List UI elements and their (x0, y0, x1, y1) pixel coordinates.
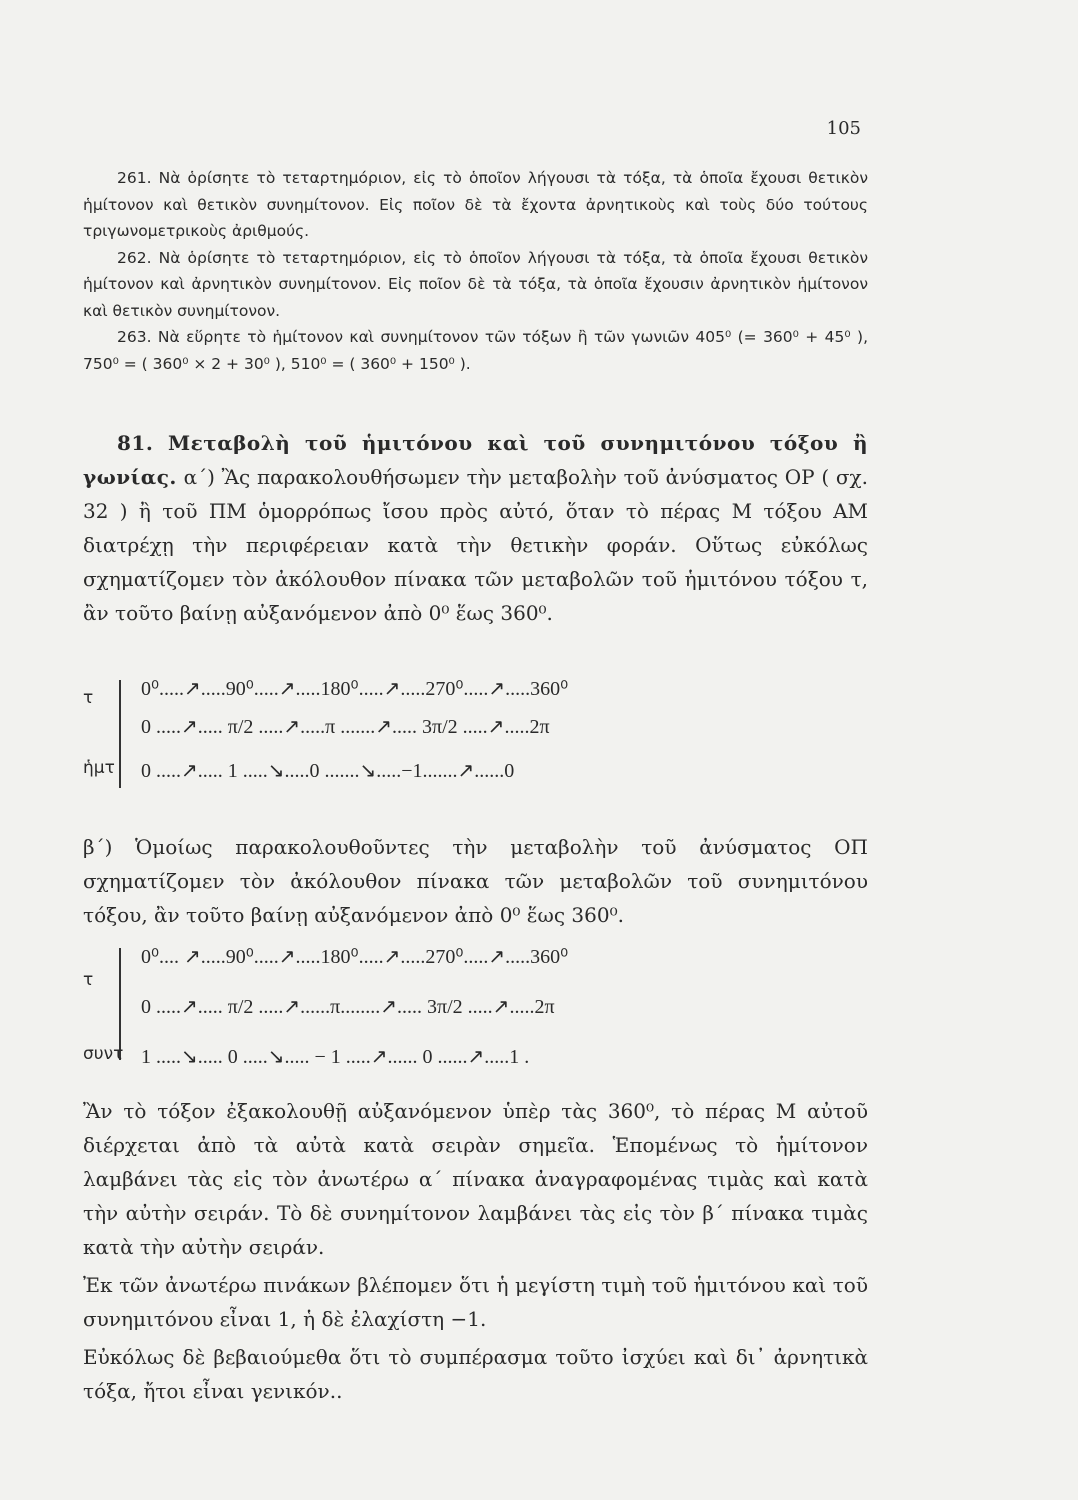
row-label: συντ (83, 1044, 124, 1064)
row-values: 0 .....↗..... 1 .....↘.....0 .......↘.....−1.......↗......0 (141, 760, 515, 782)
row-values: 0 .....↗..... π/2 .....↗.....π .......↗..... 3π/2 .....↗.....2π (141, 716, 550, 738)
table-row (83, 1044, 868, 1074)
table-row (83, 994, 868, 1024)
paragraph-b-block (83, 830, 868, 932)
row-values: 0⁰.... ↗.....90⁰.....↗.....180⁰.....↗.....270⁰.....↗.....360⁰ (141, 946, 569, 968)
closing-block (83, 1094, 868, 1412)
exercise-262: 262. Νὰ ὁρίσητε τὸ τεταρτημόριον, εἰς τὸ ὁποῖον λήγουσι τὰ τόξα, τὰ ὁποῖα ἔχουσι θετικὸν ἡμίτονον καὶ ἀρνητικὸν συνημίτονον. Εἰς ποῖον δὲ τὰ τόξα, τὰ ὁποῖα ἔχουσιν ἀρνητικὸν ἡμίτονον καὶ θετικὸν συνημίτονον. (83, 248, 868, 320)
row-label: τ (83, 970, 94, 990)
exercise-263: 263. Νὰ εὕρητε τὸ ἡμίτονον καὶ συνημίτονον τῶν τόξων ἢ τῶν γωνιῶν 405⁰ (= 360⁰ + 45⁰ ), 750⁰ = ( 360⁰ × 2 + 30⁰ ), 510⁰ = ( 360⁰ + 150⁰ ). (83, 328, 868, 373)
page-number: 105 (826, 118, 861, 139)
row-label: ἡμτ (83, 758, 115, 778)
closing-paragraph-2: Ἐκ τῶν ἀνωτέρω πινάκων βλέπομεν ὅτι ἡ μεγίστη τιμὴ τοῦ ἡμιτόνου καὶ τοῦ συνημιτόνου εἶναι 1, ἡ δὲ ἐλαχίστη −1. (83, 1273, 868, 1331)
row-values: 0 .....↗..... π/2 .....↗......π........↗..... 3π/2 .....↗.....2π (141, 996, 555, 1018)
row-values: 0⁰.....↗.....90⁰.....↗.....180⁰.....↗.....270⁰.....↗.....360⁰ (141, 678, 569, 700)
section-81 (83, 426, 868, 630)
paragraph-a: α΄) Ἂς παρακολουθήσωμεν τὴν μεταβολὴν τοῦ ἀνύσματος ΟΡ ( σχ. 32 ) ἢ τοῦ ΠΜ ὁμορρόπως ἴσου πρὸς αὐτό, ὅταν τὸ πέρας Μ τόξου ΑΜ διατρέχῃ τὴν περιφέρειαν κατὰ τὴν θετικὴν φοράν. Οὕτως εὐκόλως σχηματίζομεν τὸν ἀκόλουθον πίνακα τῶν μεταβολῶν τοῦ ἡμιτόνου τόξου τ, ἂν τοῦτο βαίνῃ αὐξανόμενον ἀπὸ 0⁰ ἕως 360⁰. (83, 465, 869, 625)
table-row (83, 676, 868, 706)
exercises-block (83, 165, 868, 377)
closing-paragraph-3: Εὐκόλως δὲ βεβαιούμεθα ὅτι τὸ συμπέρασμα τοῦτο ἰσχύει καὶ δι᾽ ἀρνητικὰ τόξα, ἤτοι εἶναι γενικόν.. (83, 1345, 868, 1403)
paragraph-b: β΄) Ὁμοίως παρακολουθοῦντες τὴν μεταβολὴν τοῦ ἀνύσματος ΟΠ σχηματίζομεν τὸν ἀκόλουθον πίνακα τῶν μεταβολῶν τοῦ συνημιτόνου τόξου, ἂν τοῦτο βαίνῃ αὐξανόμενον ἀπὸ 0⁰ ἕως 360⁰. (83, 835, 868, 927)
section-title: 81. Μεταβολὴ τοῦ ἡμιτόνου καὶ τοῦ συνημιτόνου τόξου ἢ γωνίας. (83, 431, 868, 489)
table-row (83, 758, 868, 788)
row-label: τ (83, 688, 94, 708)
section-heading-paragraph (83, 426, 868, 630)
closing-paragraph-1: Ἂν τὸ τόξον ἐξακολουθῇ αὐξανόμενον ὑπὲρ τὰς 360⁰, τὸ πέρας Μ αὐτοῦ διέρχεται ἀπὸ τὰ αὐτὰ κατὰ σειρὰν σημεῖα. Ἑπομένως τὸ ἡμίτονον λαμβάνει τὰς εἰς τὸν ἀνωτέρω α΄ πίνακα ἀναγραφομένας τιμὰς καὶ κατὰ τὴν αὐτὴν σειράν. Τὸ δὲ συνημίτονον λαμβάνει τὰς εἰς τὸν β΄ πίνακα τιμὰς κατὰ τὴν αὐτὴν σειράν. (83, 1099, 868, 1259)
table-row (83, 714, 868, 744)
exercise-261: 261. Νὰ ὁρίσητε τὸ τεταρτημόριον, εἰς τὸ ὁποῖον λήγουσι τὰ τόξα, τὰ ὁποῖα ἔχουσι θετικὸν ἡμίτονον καὶ θετικὸν συνημίτονον. Εἰς ποῖον δὲ τὰ ἔχοντα ἀρνητικοὺς καὶ τοὺς δύο τούτους τριγωνομετρικοὺς ἀριθμούς. (83, 169, 868, 240)
row-values: 1 .....↘..... 0 .....↘..... − 1 .....↗...... 0 ......↗.....1 . (141, 1046, 530, 1068)
table-row (83, 944, 868, 990)
